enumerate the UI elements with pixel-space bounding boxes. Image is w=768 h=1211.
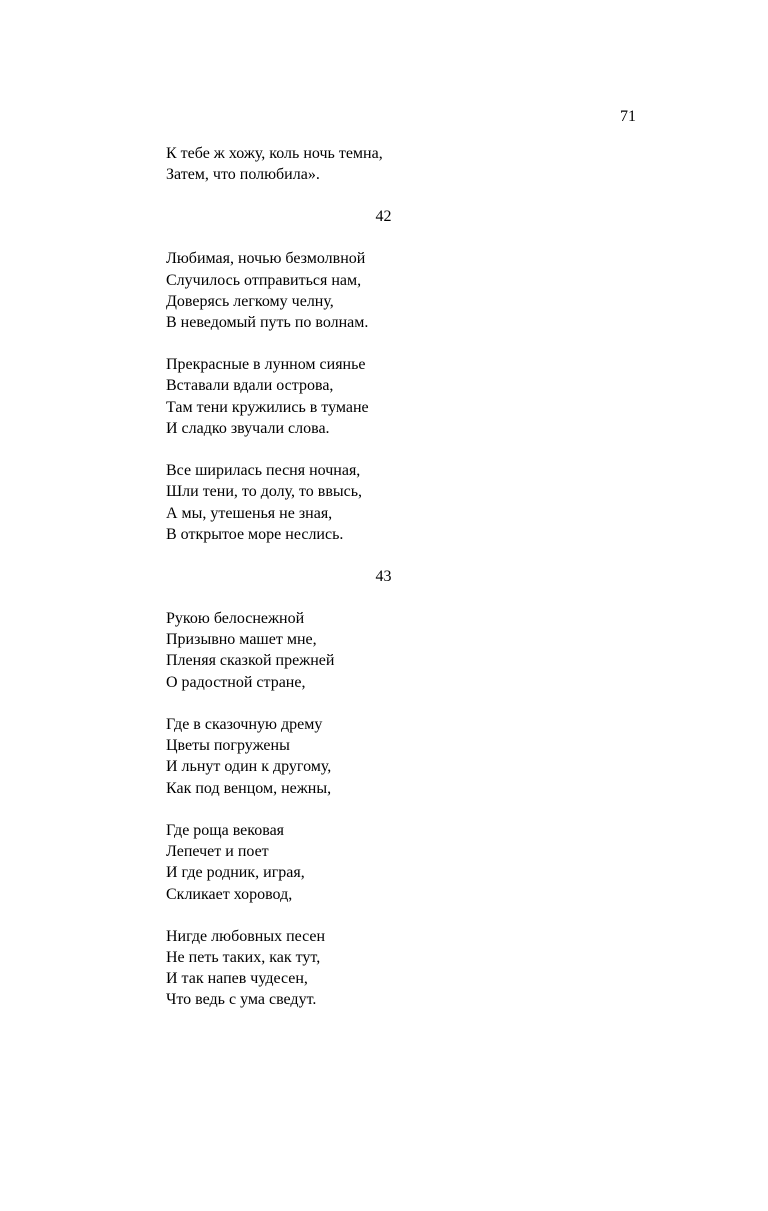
poem-line: В неведомый путь по волнам. <box>166 314 369 332</box>
poem-43-stanza-2 <box>166 714 646 799</box>
poem-line: И где родник, играя, <box>166 864 305 882</box>
poem-line: Все ширилась песня ночная, <box>166 462 361 480</box>
poem-line: Что ведь с ума сведут. <box>166 991 317 1009</box>
poem-text <box>166 143 646 1031</box>
poem-line: Скликает хоровод, <box>166 885 293 903</box>
poem-line: Вставали вдали острова, <box>166 377 334 395</box>
poem-line: В открытое море неслись. <box>166 525 344 543</box>
poem-line: О радостной стране, <box>166 673 306 691</box>
poem-line: Затем, что полюбила». <box>166 166 320 184</box>
poem-line: А мы, утешенья не зная, <box>166 504 333 522</box>
poem-line: И так напев чудесен, <box>166 970 308 988</box>
poem-number-42: 42 <box>375 208 392 226</box>
poem-line: Нигде любовных песен <box>166 927 326 945</box>
poem-line: Прекрасные в лунном сиянье <box>166 356 366 374</box>
page-number: 71 <box>620 108 636 125</box>
poem-line: Цветы погружены <box>166 737 290 755</box>
poem-43-stanza-3 <box>166 820 646 905</box>
poem-line: Любимая, ночью безмолвной <box>166 250 366 268</box>
poem-line: Рукою белоснежной <box>166 609 305 627</box>
poem-line: Случилось отправиться нам, <box>166 271 362 289</box>
poem-42-stanza-3 <box>166 460 646 545</box>
poem-43-stanza-1 <box>166 608 646 693</box>
poem-42-stanza-2 <box>166 354 646 439</box>
poem-43-stanza-4 <box>166 926 646 1011</box>
poem-line: Пленяя сказкой прежней <box>166 652 335 670</box>
poem-42-stanza-1 <box>166 248 646 333</box>
poem-line: И сладко звучали слова. <box>166 420 330 438</box>
poem-line: Призывно машет мне, <box>166 631 317 649</box>
poem-line: К тебе ж хожу, коль ночь темна, <box>166 145 383 162</box>
opening-stanza <box>166 143 646 186</box>
poem-line: И льнут один к другому, <box>166 758 332 776</box>
poem-line: Там тени кружились в тумане <box>166 398 369 416</box>
poem-line: Где в сказочную дрему <box>166 715 323 733</box>
poem-line: Доверясь легкому челну, <box>166 292 334 310</box>
poem-number-43: 43 <box>375 567 392 585</box>
poem-line: Не петь таких, как тут, <box>166 948 321 966</box>
poem-line: Где роща вековая <box>166 821 285 839</box>
poem-line: Лепечет и поет <box>166 842 269 860</box>
poem-line: Шли тени, то долу, то ввысь, <box>166 483 363 501</box>
poem-line: Как под венцом, нежны, <box>166 779 332 797</box>
